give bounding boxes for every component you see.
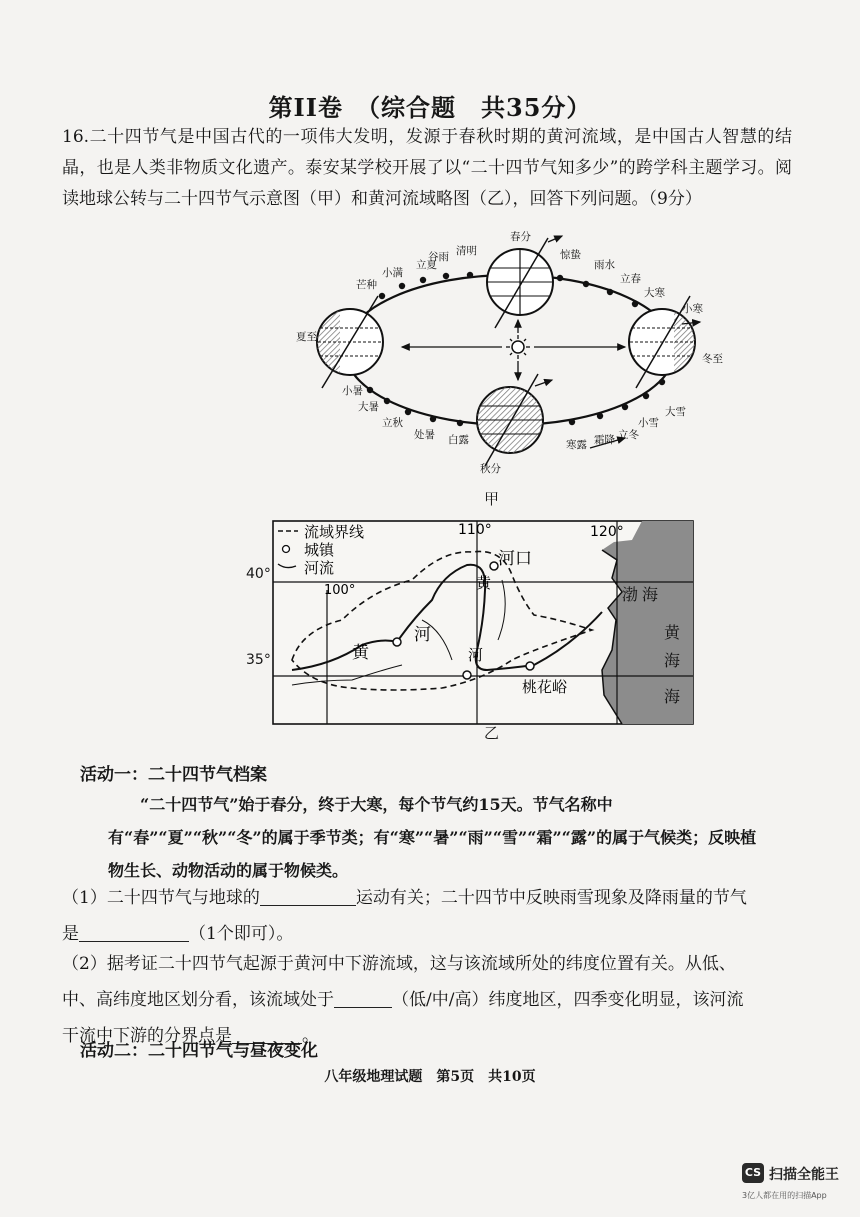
scanner-app-tagline: 3亿人都在用的扫描App (742, 1191, 827, 1200)
term-label: 立夏 (416, 259, 437, 271)
place-taohuayu: 桃花峪 (522, 678, 568, 696)
svg-text:海: 海 (664, 687, 681, 706)
scanner-app-name: 扫描全能王 (769, 1167, 839, 1183)
term-label: 雨水 (594, 259, 615, 271)
longitude-label: 100° (324, 583, 356, 598)
term-label: 立春 (620, 273, 641, 285)
term-label: 夏至 (296, 331, 317, 343)
term-label: 立冬 (618, 429, 639, 441)
figure-yi-yellow-river-map (272, 520, 694, 725)
latitude-label: 40° (246, 566, 271, 582)
figure-jia-caption: 甲 (484, 490, 500, 508)
term-label: 大寒 (644, 287, 665, 299)
figure-yi-caption: 乙 (484, 724, 500, 742)
svg-text:海: 海 (642, 585, 659, 604)
term-label: 大雪 (665, 406, 686, 418)
answer-blank[interactable] (334, 990, 392, 1008)
question-16-intro: 16.二十四节气是中国古代的一项伟大发明，发源于春秋时期的黄河流域，是中国古人智慧的结晶，也是人类非物质文化遗产。泰安某学校开展了以“二十四节气知多少”的跨学科主题学习。阅读地球公转与二十四节气示意图（甲）和黄河流域略图（乙），回答下列问题。（9分） (62, 127, 792, 209)
place-hekou: 河口 (498, 549, 532, 569)
term-label: 白露 (448, 434, 469, 446)
longitude-label: 120° (590, 524, 624, 540)
svg-text:河: 河 (468, 646, 484, 664)
term-label: 春分 (510, 231, 531, 243)
svg-text:渤: 渤 (622, 585, 639, 604)
earth-spring-equinox (487, 238, 553, 328)
svg-text:河: 河 (414, 625, 431, 645)
svg-text:黄: 黄 (664, 623, 681, 642)
answer-blank[interactable] (79, 924, 189, 942)
term-label: 大暑 (358, 401, 379, 413)
page-footer: 八年级地理试题 第5页 共10页 (324, 1069, 536, 1085)
term-label: 小满 (382, 267, 403, 279)
svg-text:海: 海 (664, 651, 681, 670)
section-title: 第II卷 （综合题 共35分） (268, 93, 592, 122)
figure-jia-revolution-diagram (290, 231, 730, 510)
question-2: （2）据考证二十四节气起源于黄河中下游流域，这与该流域所处的纬度位置有关。从低、 中、高纬度地区划分看，该流域处于 （低/中/高）纬度地区，四季变化明显，该河流 干流中下游的分界点是 。 (62, 954, 744, 1046)
term-label: 秋分 (480, 463, 501, 475)
term-label: 小暑 (342, 385, 363, 397)
sun-icon (506, 335, 530, 359)
scanner-logo-icon: CS (742, 1163, 764, 1183)
svg-text:黄: 黄 (476, 574, 492, 592)
activity-1-title: 活动一：二十四节气档案 (80, 765, 267, 785)
term-label: 处暑 (414, 429, 435, 441)
answer-blank[interactable] (260, 888, 356, 906)
term-label: 小雪 (638, 417, 659, 429)
earth-autumn-equinox (475, 374, 545, 466)
svg-text:城镇: 城镇 (304, 541, 335, 559)
question-1: （1）二十四节气与地球的 运动有关；二十四节中反映雨雪现象及降雨量的节气 是 （1个即可）。 (62, 888, 747, 944)
term-label: 谷雨 (428, 251, 449, 263)
term-label: 小寒 (682, 303, 703, 315)
latitude-label: 35° (246, 652, 271, 668)
svg-text:黄: 黄 (352, 643, 369, 663)
term-label: 寒露 (566, 439, 587, 451)
activity-1-text: “二十四节气”始于春分，终于大寒，每个节气约15天。节气名称中有“春”“夏”“秋”“冬”的属于季节类；有“寒”“暑”“雨”“雪”“霜”“露”的属于气候类；反映植物生长、动物活动的属于物候类。 (108, 795, 757, 880)
longitude-label: 110° (458, 522, 492, 538)
term-label: 冬至 (702, 353, 723, 365)
svg-text:流域界线: 流域界线 (304, 523, 365, 541)
activity-2-title: 活动二：二十四节气与昼夜变化 (80, 1041, 318, 1061)
term-label: 芒种 (356, 279, 377, 291)
term-label: 霜降 (594, 434, 615, 446)
term-label: 惊蛰 (560, 249, 581, 261)
svg-text:河流: 河流 (304, 559, 335, 577)
term-label: 立秋 (382, 417, 403, 429)
term-label: 清明 (456, 245, 477, 257)
